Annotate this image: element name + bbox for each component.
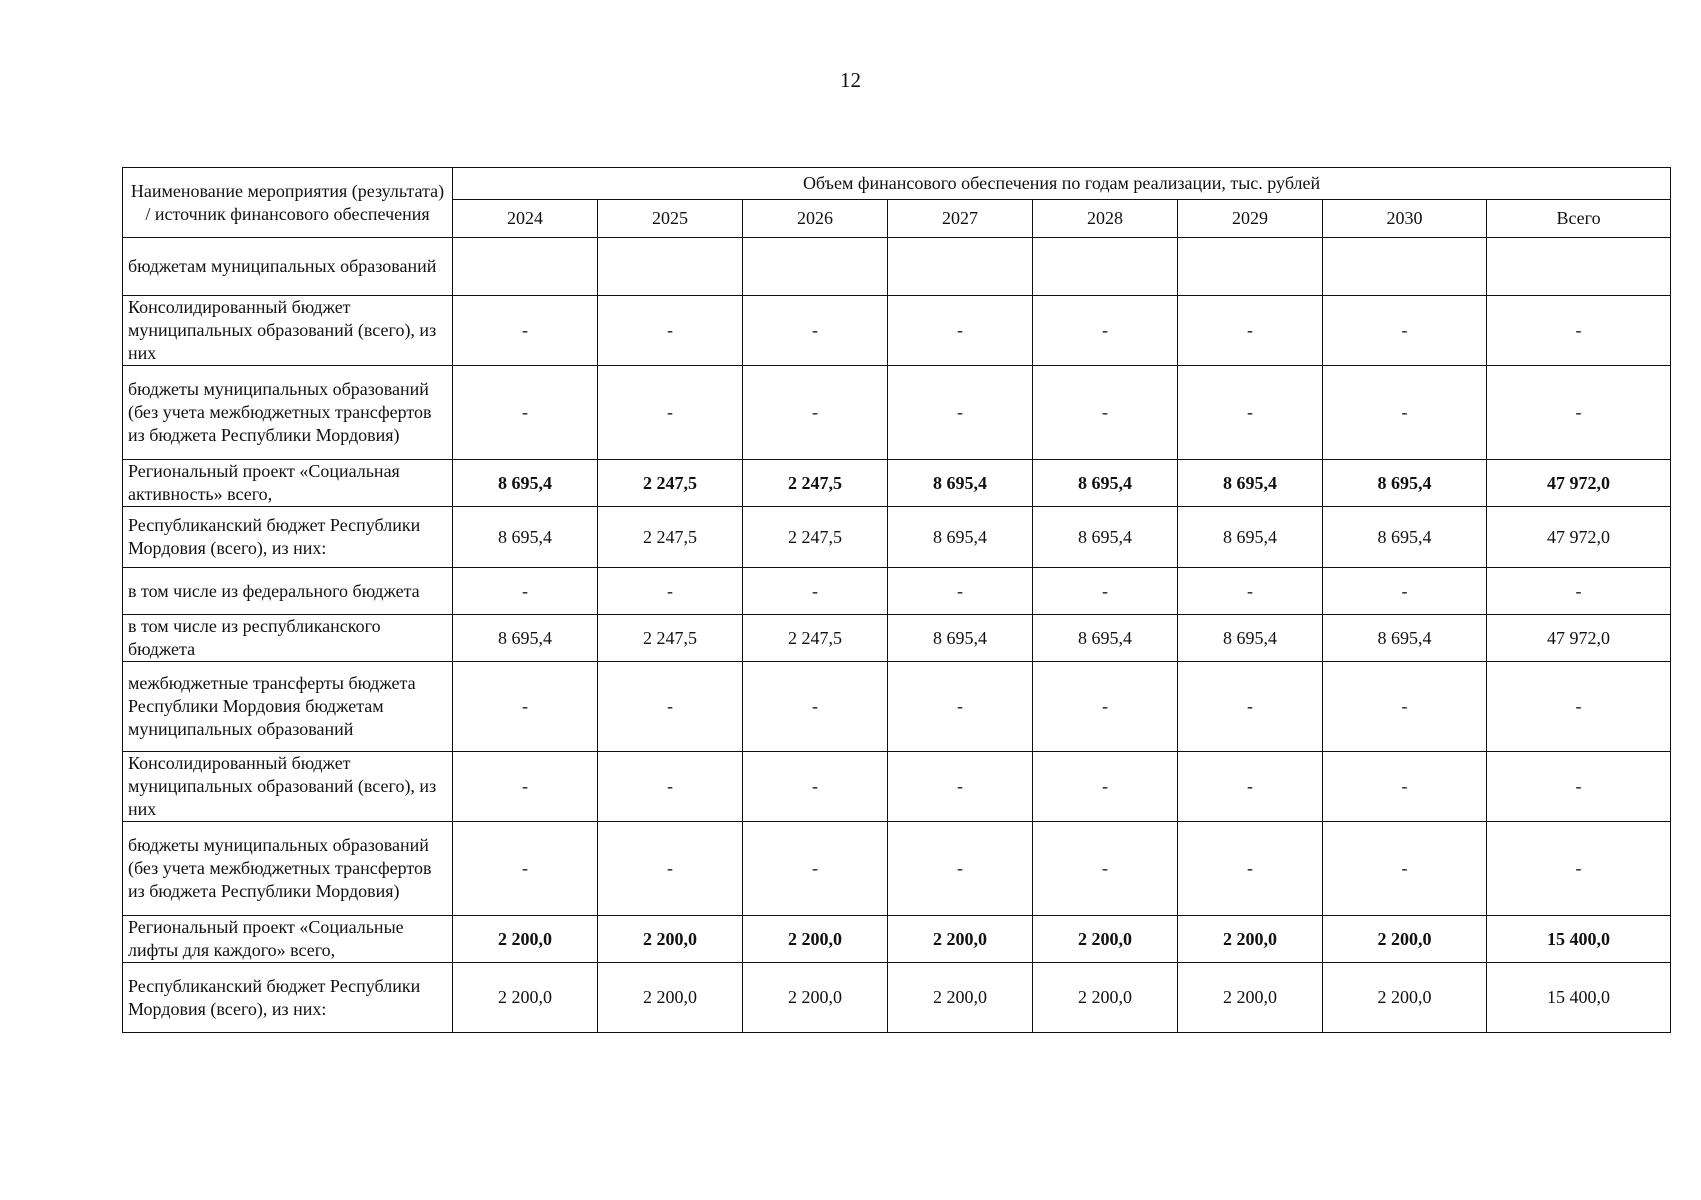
table-row	[123, 822, 1671, 916]
cell-value: 8 695,4	[888, 460, 1033, 507]
row-label: в том числе из республиканского бюджета	[123, 615, 453, 662]
cell-value	[743, 238, 888, 296]
cell-value: -	[598, 662, 743, 752]
row-label: межбюджетные трансферты бюджета Республики Мордовия бюджетам муниципальных образований	[123, 662, 453, 752]
cell-value: 2 200,0	[888, 916, 1033, 963]
cell-value: -	[453, 822, 598, 916]
table-row	[123, 916, 1671, 963]
row-label: Региональный проект «Социальная активность» всего,	[123, 460, 453, 507]
table-row	[123, 296, 1671, 366]
cell-value: 8 695,4	[453, 507, 598, 568]
table-row	[123, 568, 1671, 615]
cell-value: -	[598, 822, 743, 916]
cell-value: 8 695,4	[888, 615, 1033, 662]
cell-value: -	[1178, 568, 1323, 615]
cell-value: 2 247,5	[598, 507, 743, 568]
cell-value	[1178, 238, 1323, 296]
cell-value: 2 200,0	[598, 916, 743, 963]
cell-value: -	[1178, 296, 1323, 366]
cell-total: -	[1487, 296, 1671, 366]
column-header-year: 2027	[888, 200, 1033, 238]
cell-value: -	[1033, 568, 1178, 615]
cell-value: 2 200,0	[1178, 963, 1323, 1033]
cell-value	[1033, 238, 1178, 296]
table-row	[123, 615, 1671, 662]
table-row	[123, 752, 1671, 822]
cell-value: 2 247,5	[598, 615, 743, 662]
cell-value: -	[743, 662, 888, 752]
cell-value: -	[1323, 752, 1487, 822]
column-header-year: 2026	[743, 200, 888, 238]
cell-value: -	[888, 366, 1033, 460]
cell-value: 8 695,4	[888, 507, 1033, 568]
cell-total: -	[1487, 366, 1671, 460]
cell-value: -	[1323, 366, 1487, 460]
cell-value: 2 200,0	[598, 963, 743, 1033]
cell-value: 8 695,4	[1033, 460, 1178, 507]
cell-value: 2 200,0	[453, 963, 598, 1033]
financing-table	[122, 167, 1671, 1033]
cell-total: 47 972,0	[1487, 507, 1671, 568]
cell-total: 47 972,0	[1487, 460, 1671, 507]
cell-value: -	[743, 568, 888, 615]
cell-value: 2 247,5	[743, 507, 888, 568]
cell-value: -	[743, 296, 888, 366]
cell-value: 8 695,4	[453, 460, 598, 507]
column-header-year: 2024	[453, 200, 598, 238]
cell-value: -	[888, 822, 1033, 916]
cell-value: -	[1178, 822, 1323, 916]
cell-value: -	[888, 296, 1033, 366]
cell-value: 8 695,4	[1033, 507, 1178, 568]
cell-value: 8 695,4	[1033, 615, 1178, 662]
cell-value: -	[598, 296, 743, 366]
column-group-header: Объем финансового обеспечения по годам реализации, тыс. рублей	[453, 168, 1671, 200]
cell-total: -	[1487, 568, 1671, 615]
cell-value: -	[743, 822, 888, 916]
column-header-year: 2030	[1323, 200, 1487, 238]
table-row	[123, 662, 1671, 752]
cell-value: 2 200,0	[453, 916, 598, 963]
cell-value: -	[453, 296, 598, 366]
cell-value	[888, 238, 1033, 296]
row-label: в том числе из федерального бюджета	[123, 568, 453, 615]
row-label: Консолидированный бюджет муниципальных образований (всего), из них	[123, 752, 453, 822]
column-header-year: 2025	[598, 200, 743, 238]
row-label: бюджеты муниципальных образований (без учета межбюджетных трансфертов из бюджета Республики Мордовия)	[123, 822, 453, 916]
cell-value: -	[598, 366, 743, 460]
cell-value: -	[1178, 752, 1323, 822]
row-label: Консолидированный бюджет муниципальных образований (всего), из них	[123, 296, 453, 366]
cell-value: -	[453, 568, 598, 615]
table-row	[123, 238, 1671, 296]
cell-value: 8 695,4	[1323, 460, 1487, 507]
cell-total: 15 400,0	[1487, 963, 1671, 1033]
cell-value: -	[1033, 822, 1178, 916]
cell-value: -	[453, 752, 598, 822]
column-header-year: 2029	[1178, 200, 1323, 238]
cell-value: -	[888, 568, 1033, 615]
cell-value: -	[1323, 662, 1487, 752]
table-row	[123, 507, 1671, 568]
cell-value	[598, 238, 743, 296]
cell-total: 47 972,0	[1487, 615, 1671, 662]
cell-value: 2 247,5	[743, 460, 888, 507]
cell-value: -	[1323, 568, 1487, 615]
column-header-total: Всего	[1487, 200, 1671, 238]
cell-value: -	[1178, 366, 1323, 460]
cell-total	[1487, 238, 1671, 296]
row-label: Республиканский бюджет Республики Мордовия (всего), из них:	[123, 507, 453, 568]
cell-value: -	[743, 752, 888, 822]
cell-value: 2 200,0	[888, 963, 1033, 1033]
cell-value: 8 695,4	[1323, 615, 1487, 662]
cell-value: 2 200,0	[1178, 916, 1323, 963]
row-label: бюджетам муниципальных образований	[123, 238, 453, 296]
cell-value	[1323, 238, 1487, 296]
cell-value: 2 200,0	[743, 916, 888, 963]
cell-value: 2 200,0	[1323, 916, 1487, 963]
cell-value: -	[888, 752, 1033, 822]
page-number: 12	[840, 68, 861, 92]
cell-value: -	[1033, 662, 1178, 752]
column-header-name: Наименование мероприятия (результата) / источник финансового обеспечения	[123, 168, 453, 238]
table-row	[123, 963, 1671, 1033]
cell-value: -	[453, 662, 598, 752]
cell-value: 2 200,0	[1033, 963, 1178, 1033]
cell-value: -	[1033, 366, 1178, 460]
cell-value: -	[1323, 296, 1487, 366]
cell-value: -	[598, 568, 743, 615]
cell-value: 8 695,4	[1178, 615, 1323, 662]
cell-value: -	[1033, 296, 1178, 366]
cell-value: 2 247,5	[598, 460, 743, 507]
cell-value: -	[888, 662, 1033, 752]
cell-value: 8 695,4	[453, 615, 598, 662]
row-label: бюджеты муниципальных образований (без учета межбюджетных трансфертов из бюджета Республики Мордовия)	[123, 366, 453, 460]
row-label: Региональный проект «Социальные лифты для каждого» всего,	[123, 916, 453, 963]
row-label: Республиканский бюджет Республики Мордовия (всего), из них:	[123, 963, 453, 1033]
cell-value: -	[1178, 662, 1323, 752]
cell-total: -	[1487, 822, 1671, 916]
cell-value: 2 247,5	[743, 615, 888, 662]
cell-value: -	[598, 752, 743, 822]
column-header-year: 2028	[1033, 200, 1178, 238]
cell-total: -	[1487, 662, 1671, 752]
cell-value: -	[1323, 822, 1487, 916]
cell-value: 8 695,4	[1178, 507, 1323, 568]
cell-value: 2 200,0	[1033, 916, 1178, 963]
header-row-group	[123, 168, 1671, 200]
table-row	[123, 460, 1671, 507]
cell-value: -	[1033, 752, 1178, 822]
cell-total: -	[1487, 752, 1671, 822]
cell-value: 8 695,4	[1178, 460, 1323, 507]
cell-value: 2 200,0	[1323, 963, 1487, 1033]
cell-value	[453, 238, 598, 296]
cell-value: -	[453, 366, 598, 460]
cell-total: 15 400,0	[1487, 916, 1671, 963]
cell-value: 2 200,0	[743, 963, 888, 1033]
table-row	[123, 366, 1671, 460]
cell-value: -	[743, 366, 888, 460]
cell-value: 8 695,4	[1323, 507, 1487, 568]
